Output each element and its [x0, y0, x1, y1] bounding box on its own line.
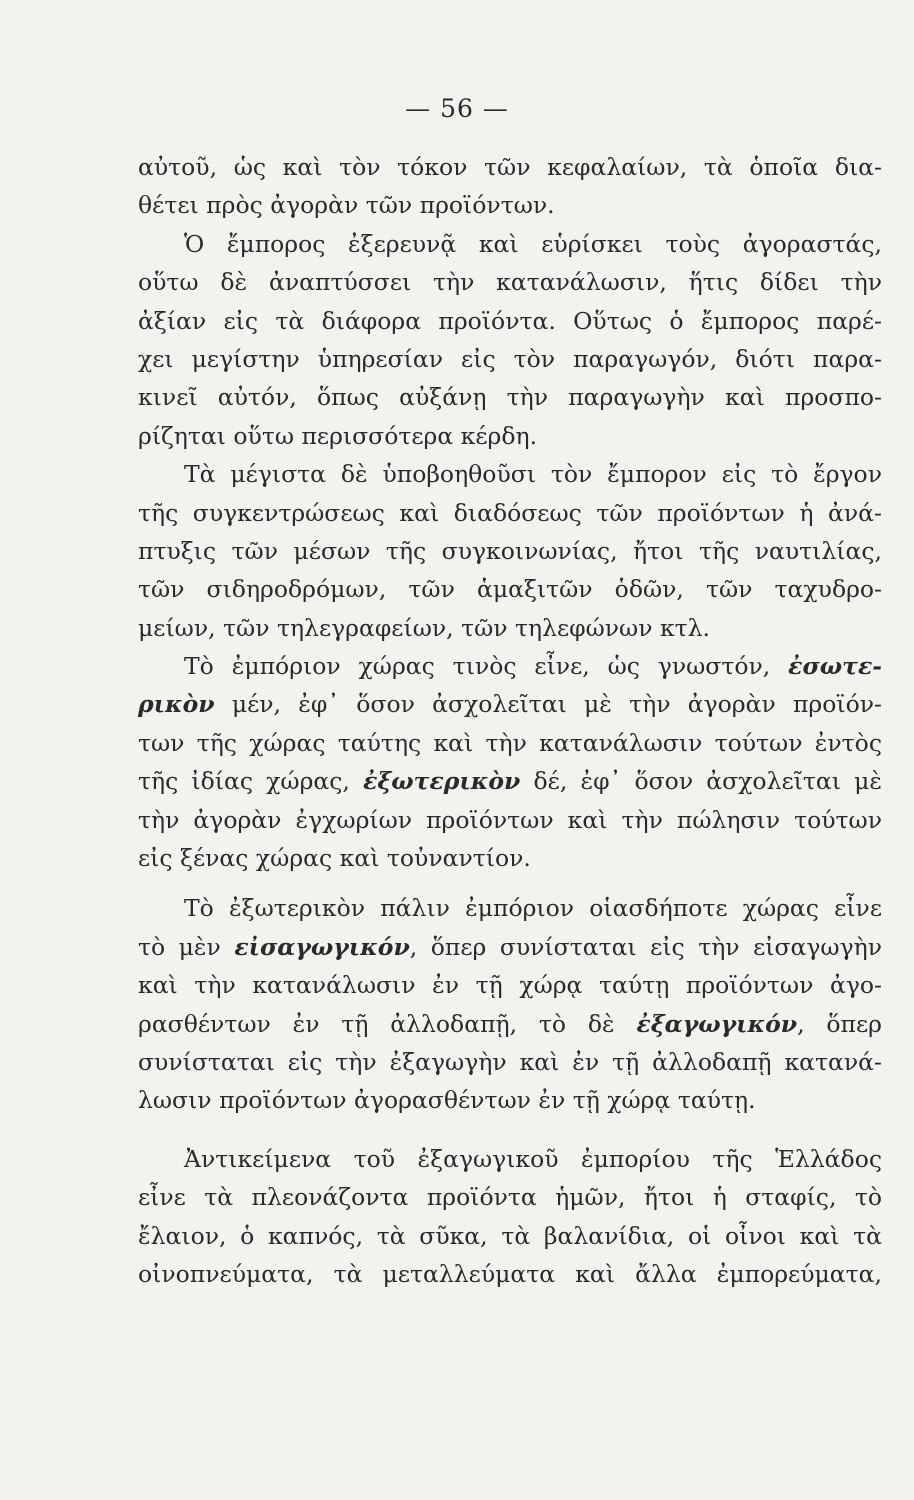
paragraph — [138, 225, 882, 455]
text-line: χει μεγίστην ὑπηρεσίαν εἰς τὸν παραγωγόν, διότι παρα- — [138, 344, 882, 373]
text-line: λωσιν προϊόντων ἀγορασθέντων ἐν τῇ χώρᾳ ταύτῃ. — [138, 1086, 756, 1115]
paragraph — [138, 889, 882, 1119]
text-run: , ὅπερ συνίσταται εἰς τὴν εἰσαγωγὴν — [409, 932, 882, 961]
text-line: Τὸ ἐξωτερικὸν πάλιν ἐμπόριον οἱασδήποτε χώρας εἶνε — [184, 894, 882, 923]
text-line: Ἀντικείμενα τοῦ ἐξαγωγικοῦ ἐμπορίου τῆς Ἑλλάδος — [184, 1144, 882, 1173]
text-run: μέν, ἐφ᾽ ὅσον ἀσχολεῖται μὲ τὴν ἀγορὰν προϊόν- — [214, 690, 882, 719]
text-line — [138, 1005, 882, 1043]
text-line — [138, 762, 882, 800]
text-line: αὐτοῦ, ὡς καὶ τὸν τόκον τῶν κεφαλαίων, τὰ ὁποῖα δια- — [138, 153, 882, 181]
paragraph — [138, 647, 882, 877]
emphasis-term: εἰσαγωγικόν — [234, 932, 410, 961]
text-line: εἶνε τὰ πλεονάζοντα προϊόντα ἡμῶν, ἤτοι ἡ σταφίς, τὸ — [138, 1183, 882, 1212]
emphasis-term: ἐξαγωγικόν — [636, 1009, 798, 1038]
text-line: ρίζηται οὕτω περισσότερα κέρδη. — [138, 421, 538, 450]
text-line: ἔλαιον, ὁ καπνός, τὰ σῦκα, τὰ βαλανίδια, οἱ οἶνοι καὶ τὰ — [138, 1221, 882, 1250]
text-line: θέτει πρὸς ἀγορὰν τῶν προϊόντων. — [138, 191, 555, 220]
text-line — [138, 928, 882, 966]
text-line: κινεῖ αὐτόν, ὅπως αὐξάνῃ τὴν παραγωγὴν καὶ προσπο- — [138, 383, 882, 412]
text-line: καὶ τὴν κατανάλωσιν ἐν τῇ χώρᾳ ταύτῃ προϊόντων ἀγο- — [138, 971, 882, 1000]
text-line: Τὰ μέγιστα δὲ ὑποβοηθοῦσι τὸν ἔμπορον εἰς τὸ ἔργον — [184, 460, 882, 489]
text-line: συνίσταται εἰς τὴν ἐξαγωγὴν καὶ ἐν τῇ ἀλλοδαπῇ κατανά- — [138, 1047, 882, 1076]
text-line: τῶν σιδηροδρόμων, τῶν ἁμαξιτῶν ὁδῶν, τῶν ταχυδρο- — [138, 575, 882, 604]
emphasis-term: ἐσωτε- — [788, 652, 882, 681]
page-number: — 56 — — [405, 94, 509, 123]
text-run: τῆς ἰδίας χώρας, — [138, 767, 364, 796]
emphasis-term: ρικὸν — [138, 690, 215, 719]
text-run: ρασθέντων ἐν τῇ ἀλλοδαπῇ, τὸ δὲ — [138, 1009, 637, 1038]
text-line — [138, 685, 882, 723]
text-line: οὕτω δὲ ἀναπτύσσει τὴν κατανάλωσιν, ἥτις δίδει τὴν — [138, 268, 882, 297]
text-line: Ὁ ἔμπορος ἐξερευνᾷ καὶ εὑρίσκει τοὺς ἀγοραστάς, — [184, 229, 882, 258]
text-line: τῆς συγκεντρώσεως καὶ διαδόσεως τῶν προϊόντων ἡ ἀνά- — [138, 498, 882, 527]
text-run: τὸ μὲν — [138, 932, 235, 961]
text-line: μείων, τῶν τηλεγραφείων, τῶν τηλεφώνων κτλ. — [138, 613, 711, 642]
text-line: πτυξις τῶν μέσων τῆς συγκοινωνίας, ἤτοι τῆς ναυτιλίας, — [138, 536, 882, 565]
paragraph — [138, 455, 882, 647]
text-line: τὴν ἀγορὰν ἐγχωρίων προϊόντων καὶ τὴν πώλησιν τούτων — [138, 805, 882, 834]
text-line: εἰς ξένας χώρας καὶ τοὐναντίον. — [138, 844, 531, 873]
text-run: , ὅπερ — [797, 1009, 882, 1038]
text-line: οἰνοπνεύματα, τὰ μεταλλεύματα καὶ ἄλλα ἐμπορεύματα, — [138, 1259, 882, 1288]
text-run: δέ, ἐφ᾽ ὅσον ἀσχολεῖται μὲ — [520, 767, 882, 796]
body-text — [138, 148, 882, 1293]
text-line: ἀξίαν εἰς τὰ διάφορα προϊόντα. Οὕτως ὁ ἔμπορος παρέ- — [138, 306, 882, 335]
emphasis-term: ἐξωτερικὸν — [363, 767, 521, 796]
paragraph — [138, 148, 882, 225]
text-run: Τὸ ἐμπόριον χώρας τινὸς εἶνε, ὡς γνωστόν, — [184, 652, 789, 681]
text-line — [138, 647, 882, 685]
paragraph — [138, 1140, 882, 1294]
text-line: των τῆς χώρας ταύτης καὶ τὴν κατανάλωσιν τούτων ἐντὸς — [138, 728, 882, 757]
